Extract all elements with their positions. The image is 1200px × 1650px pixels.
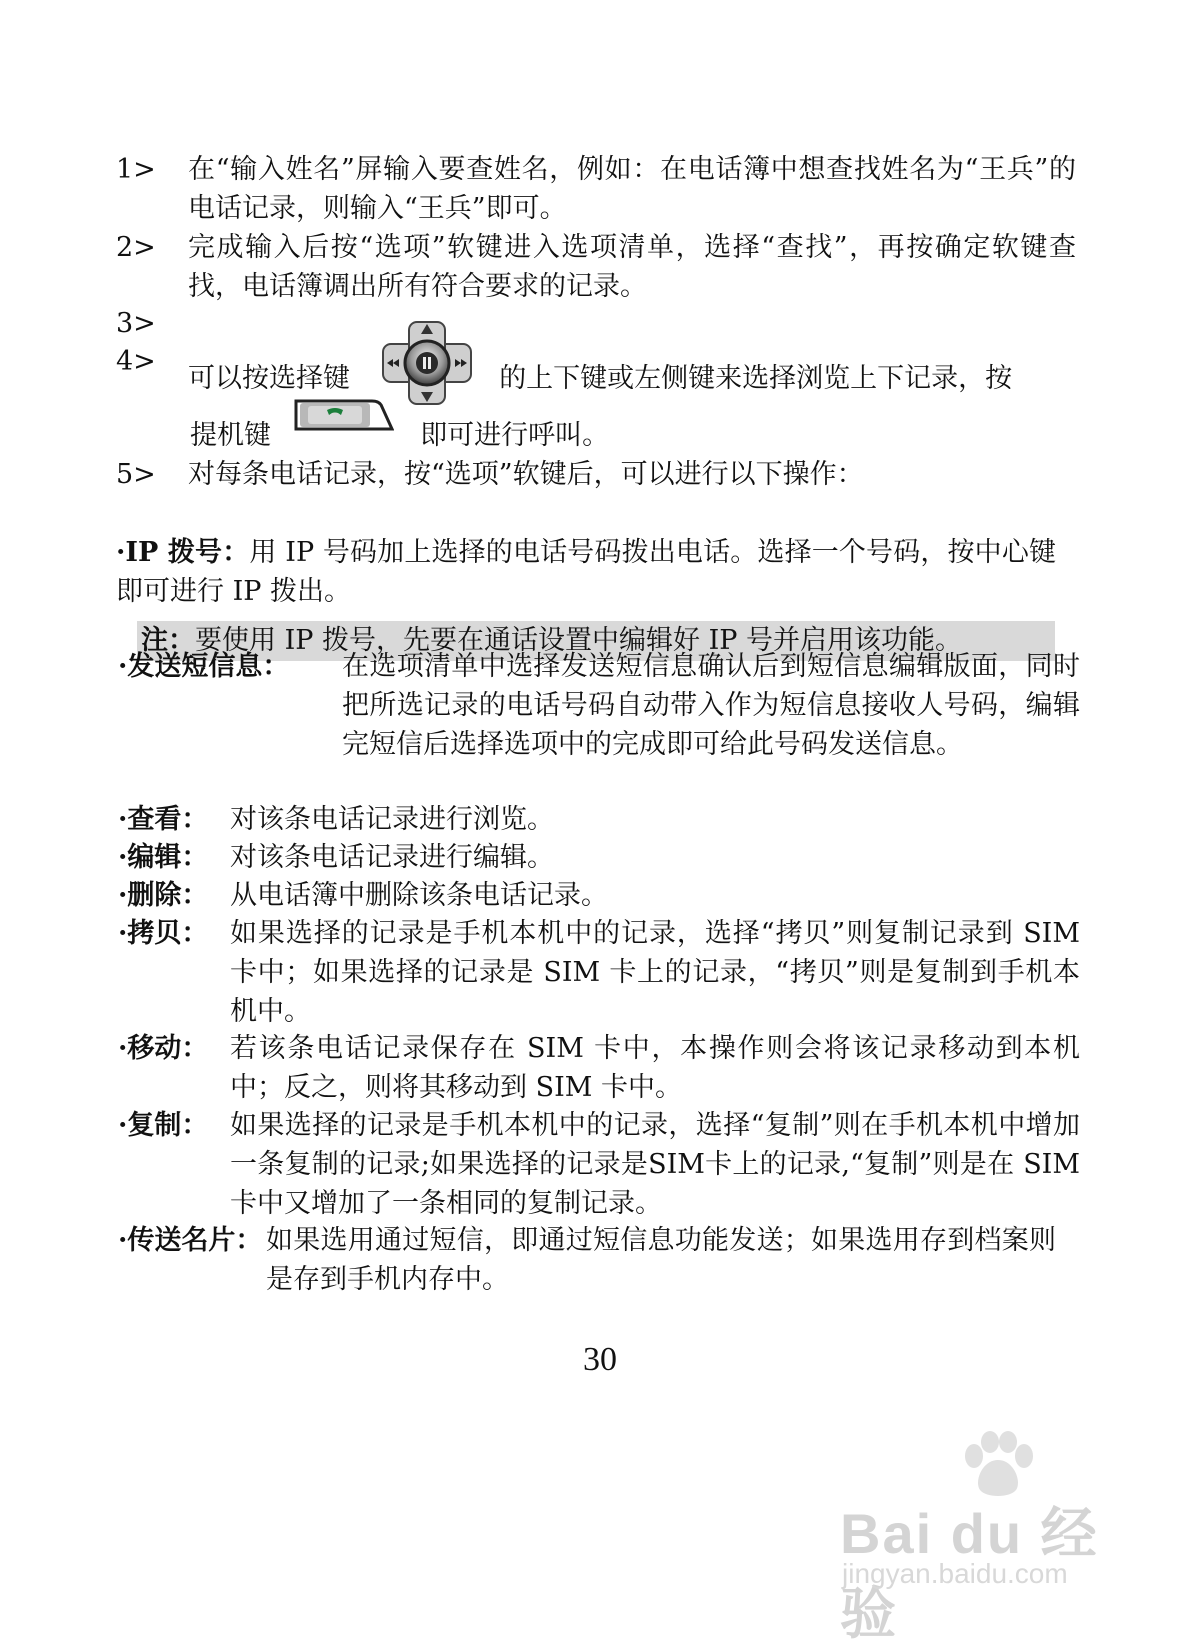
page-number: 30 [583, 1341, 617, 1378]
step-text-part: 可以按选择键 [188, 363, 350, 394]
step-text [190, 416, 1078, 455]
watermark-url: jingyan.baidu.com [842, 1558, 1068, 1589]
option-description: 如果选用通过短信，即通过短信息功能发送；如果选用存到档案则是存到手机内存中。 [266, 1225, 1056, 1295]
option-description: 对该条电话记录进行编辑。 [230, 842, 554, 873]
option-description: 对该条电话记录进行浏览。 [230, 804, 554, 835]
step-number: 2> [116, 232, 156, 263]
option-term: ·拷贝： [118, 918, 209, 949]
option-description: 从电话簿中删除该条电话记录。 [230, 880, 608, 911]
option-term: ·编辑： [118, 842, 209, 873]
note-label: 注： [141, 625, 195, 656]
option-term: ·查看： [118, 804, 209, 835]
option-description: 若该条电话记录保存在 SIM 卡中，本操作则会将该记录移动到本机中；反之，则将其移动到 SIM 卡中。 [230, 1033, 1080, 1103]
option-term: ·复制： [118, 1110, 209, 1141]
option-term: ·传送名片： [118, 1225, 263, 1256]
option-description: 用 IP 号码加上选择的电话号码拨出电话。选择一个号码，按中心键即可进行 IP 拨出。 [116, 537, 1056, 607]
option-term: ·发送短信息： [118, 651, 290, 682]
note-text: 要使用 IP 拨号，先要在通话设置中编辑好 IP 号并启用该功能。 [195, 625, 962, 656]
step-text: 完成输入后按“选项”软键进入选项清单，选择“查找”，再按确定软键查找，电话簿调出所有符合要求的记录。 [188, 232, 1076, 302]
option-ip-dial [116, 533, 1056, 611]
step-number: 1> [116, 154, 156, 185]
baidu-watermark [840, 1430, 1140, 1645]
step-number: 5> [116, 459, 156, 490]
step-text: 对每条电话记录，按“选项”软键后，可以进行以下操作： [188, 459, 864, 490]
option-description: 在选项清单中选择发送短信息确认后到短信息编辑版面，同时把所选记录的电话号码自动带入作为短信息接收人号码，编辑完短信后选择选项中的完成即可给此号码发送信息。 [342, 651, 1080, 760]
option-term: ·删除： [118, 880, 209, 911]
watermark-brand: Bai du 经验 [840, 1502, 1099, 1645]
step-text: 在“输入姓名”屏输入要查姓名，例如：在电话簿中想查找姓名为“王兵”的电话记录，则输入“王兵”即可。 [188, 154, 1076, 224]
option-term: ·移动： [118, 1033, 209, 1064]
step-text-part: 即可进行呼叫。 [420, 420, 610, 451]
step-number: 4> [116, 346, 156, 377]
option-description: 如果选择的记录是手机本机中的记录，选择“拷贝”则复制记录到 SIM 卡中；如果选择的记录是 SIM 卡上的记录，“拷贝”则是复制到手机本机中。 [230, 918, 1080, 1027]
step-text-part: 提机键 [190, 420, 271, 451]
step-number: 3> [116, 308, 156, 339]
step-text-part: 的上下键或左侧键来选择浏览上下记录，按 [499, 363, 1013, 394]
option-description: 如果选择的记录是手机本机中的记录，选择“复制”则在手机本机中增加一条复制的记录;如果选择的记录是SIM卡上的记录,“复制”则是在 SIM 卡中又增加了一条相同的复制记录。 [230, 1110, 1080, 1219]
option-send-sms [118, 647, 1080, 807]
navigation-key-icon [381, 320, 473, 417]
option-term: ·IP 拨号： [116, 537, 250, 568]
ip-dial-paragraph [116, 533, 1056, 611]
call-key-icon [294, 397, 394, 450]
